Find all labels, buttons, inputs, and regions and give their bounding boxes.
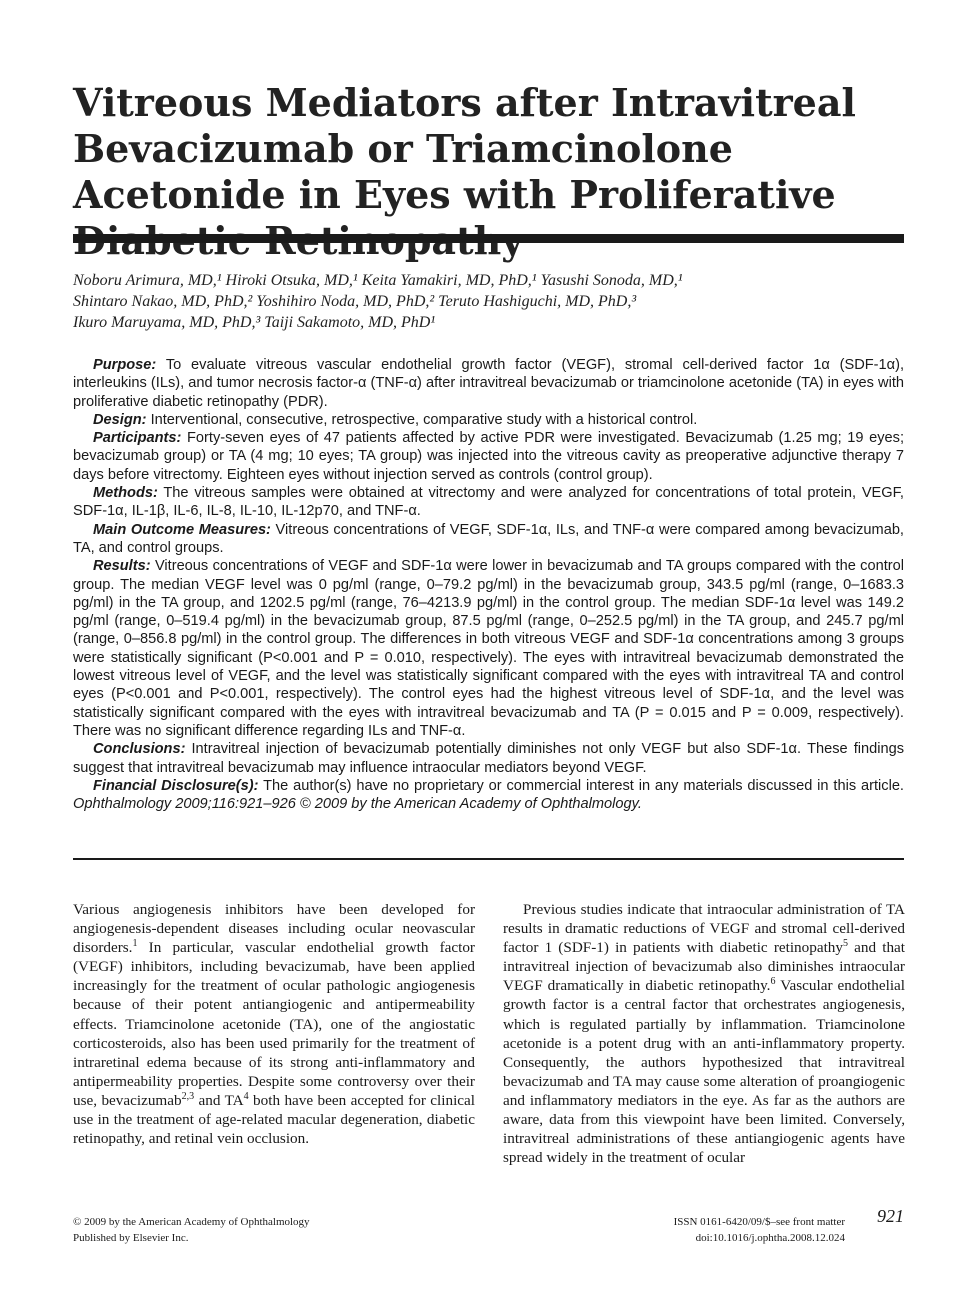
abstract-disclosure bbox=[73, 777, 904, 814]
footer-issn-block bbox=[600, 1214, 845, 1246]
abstract-participants bbox=[73, 429, 904, 484]
body-text: In particular, vascular endothelial growth factor (VEGF) inhibitors, including bevacizumab, have been applied increasingly for the treatment of ocular pathologic angiogenesis because of their potent antiangiogenic and antipermeability effects. Triamcinolone acetonide (TA), one of the angiostatic corticosteroids, also has been used primarily for the treatment of intraretinal edema because of its strong anti-inflammatory and antipermeability properties. Despite some controversy over their use, bevacizumab bbox=[73, 939, 475, 1109]
abstract-text: The author(s) have no proprietary or commercial interest in any materials discussed in this article. bbox=[263, 777, 904, 794]
abstract-purpose bbox=[73, 356, 904, 411]
body-text: and TA bbox=[194, 1091, 244, 1109]
abstract-text: Vitreous concentrations of VEGF and SDF-1α were lower in bevacizumab and TA groups compared with the control group. The median VEGF level was 0 pg/ml (range, 0–79.2 pg/ml) in the bevacizumab group, 343.5 pg/ml (range, 0–1683.3 pg/ml) in the TA group, and 1202.5 pg/ml (range, 76–4213.9 pg/ml) in the control group. The median SDF-1α level was 149.2 pg/ml (range, 0–519.4 pg/ml) in the bevacizumab group, 87.5 pg/ml (range, 0–252.5 pg/ml) in the TA group, and 245.7 pg/ml (range, 0–856.8 pg/ml) in the control group. The differences in both vitreous VEGF and SDF-1α concentrations among 3 groups were statistically significant (P<0.001 and P = 0.010, respectively). The eyes with intravitreal bevacizumab demonstrated the lowest vitreous level of VEGF, and the level was statistically significant compared with the eyes with intravitreal TA and control eyes (P<0.001 and P<0.001, respectively). The control eyes had the highest vitreous level of SDF-1α, and the level was statistically significant compared with the eyes with intravitreal bevacizumab and TA (P = 0.015 and P = 0.009, respectively). There was no significant difference regarding ILs and TNF-α. bbox=[73, 558, 904, 739]
journal-citation: Ophthalmology 2009;116:921–926 © 2009 by the American Academy of Ophthalmology. bbox=[73, 796, 642, 813]
abstract-methods bbox=[73, 484, 904, 521]
abstract-text: Forty-seven eyes of 47 patients affected by active PDR were investigated. Bevacizumab (1.25 mg; 19 eyes; bevacizumab group) or TA (4 mg; 10 eyes; TA group) was injected into the vitreous cavity as preoperative adjunctive therapy 7 days before vitrectomy. Eighteen eyes without injection served as controls (control group). bbox=[73, 430, 904, 483]
body-column-right bbox=[503, 900, 905, 1167]
body-text: Previous studies indicate that intraocular administration of TA results in dramatic reductions of VEGF and stromal cell-derived factor 1 (SDF-1) in patients with diabetic retinopathy bbox=[503, 901, 905, 957]
footer-doi: doi:10.1016/j.ophtha.2008.12.024 bbox=[695, 1232, 845, 1244]
title-divider bbox=[73, 234, 904, 243]
footer-publisher: Published by Elsevier Inc. bbox=[73, 1232, 189, 1244]
abstract-divider bbox=[73, 858, 904, 860]
reference-citation: 6 bbox=[770, 976, 776, 988]
abstract-label: Design: bbox=[93, 411, 147, 428]
body-text: Vascular endothelial growth factor is a central factor that orchestrates angiogenesis, which is regulated partially by inflammation. Triamcinolone acetonide is a potent drug with an anti-inflammatory property. Consequently, the authors hypothesized that intravitreal bevacizumab and TA may cause some alteration of proangiogenic and inflammatory mediators in the eye. As far as the authors are aware, data from this viewpoint have been limited. Conversely, intravitreal administrations of these antiangiogenic agents have spread widely in the treatment of ocular bbox=[503, 977, 905, 1167]
reference-citation: 5 bbox=[843, 938, 848, 950]
author-line: Ikuro Maruyama, MD, PhD,³ Taiji Sakamoto, MD, PhD¹ bbox=[73, 314, 436, 331]
abstract-text: To evaluate vitreous vascular endothelial growth factor (VEGF), stromal cell-derived factor 1α (SDF-1α), interleukins (ILs), and tumor necrosis factor-α (TNF-α) after intravitreal bevacizumab or triamcinolone acetonide (TA) in eyes with proliferative diabetic retinopathy (PDR). bbox=[73, 357, 904, 410]
abstract-label: Results: bbox=[93, 558, 151, 575]
abstract-text: Intravitreal injection of bevacizumab potentially diminishes not only VEGF but also SDF-1α. These findings suggest that intravitreal bevacizumab may influence intraocular mediators beyond VEGF. bbox=[73, 741, 904, 776]
page-number: 921 bbox=[877, 1206, 904, 1226]
article-title: Vitreous Mediators after Intravitreal Bevacizumab or Triamcinolone Acetonide in Eyes with Proliferative bbox=[73, 80, 856, 217]
body-column-left bbox=[73, 900, 475, 1148]
abstract-label: Financial Disclosure(s): bbox=[93, 777, 259, 794]
footer-copyright: © 2009 by the American Academy of Ophthalmology bbox=[73, 1216, 310, 1228]
abstract-label: Methods: bbox=[93, 485, 158, 502]
footer-copyright-block bbox=[73, 1214, 310, 1246]
author-line: Noboru Arimura, MD,¹ Hiroki Otsuka, MD,¹ Keita Yamakiri, MD, PhD,¹ Yasushi Sonoda, MD,¹ bbox=[73, 272, 683, 289]
abstract-text: Vitreous concentrations of VEGF, SDF-1α, ILs, and TNF-α were compared among bevacizumab, TA, and control groups. bbox=[73, 521, 904, 556]
body-text: and that intravitreal injection of bevacizumab also diminishes intraocular VEGF dramatically in diabetic retinopathy. bbox=[503, 939, 906, 995]
body-paragraph bbox=[73, 900, 475, 1148]
abstract-label: Main Outcome Measures: bbox=[93, 521, 271, 538]
abstract-design bbox=[73, 411, 904, 429]
reference-citation: 2,3 bbox=[181, 1090, 195, 1102]
author-line: Shintaro Nakao, MD, PhD,² Yoshihiro Noda, MD, PhD,² Teruto Hashiguchi, MD, PhD,³ bbox=[73, 293, 637, 310]
footer-issn: ISSN 0161-6420/09/$–see front matter bbox=[673, 1216, 845, 1228]
abstract-label: Participants: bbox=[93, 430, 182, 447]
abstract-label: Purpose: bbox=[93, 357, 157, 373]
abstract-results bbox=[73, 557, 904, 740]
abstract-conclusions bbox=[73, 740, 904, 777]
abstract-label: Conclusions: bbox=[93, 741, 186, 758]
reference-citation: 4 bbox=[243, 1090, 249, 1102]
abstract-text: Interventional, consecutive, retrospective, comparative study with a historical control. bbox=[150, 411, 698, 428]
body-text: both have been accepted for clinical use in the treatment of age-related macular degeneration, diabetic retinopathy, and retinal vein occlusion. bbox=[73, 1091, 475, 1148]
abstract-text: The vitreous samples were obtained at vitrectomy and were analyzed for concentrations of total protein, VEGF, SDF-1α, IL-1β, IL-6, IL-8, IL-10, IL-12p70, and TNF-α. bbox=[73, 485, 904, 520]
body-paragraph bbox=[503, 900, 905, 1167]
abstract-outcome bbox=[73, 521, 904, 558]
author-list bbox=[73, 270, 904, 333]
abstract bbox=[73, 356, 904, 813]
reference-citation: 1 bbox=[132, 938, 138, 950]
body-text: Various angiogenesis inhibitors have been developed for angiogenesis-dependent diseases including ocular neovascular disorders. bbox=[73, 901, 475, 957]
